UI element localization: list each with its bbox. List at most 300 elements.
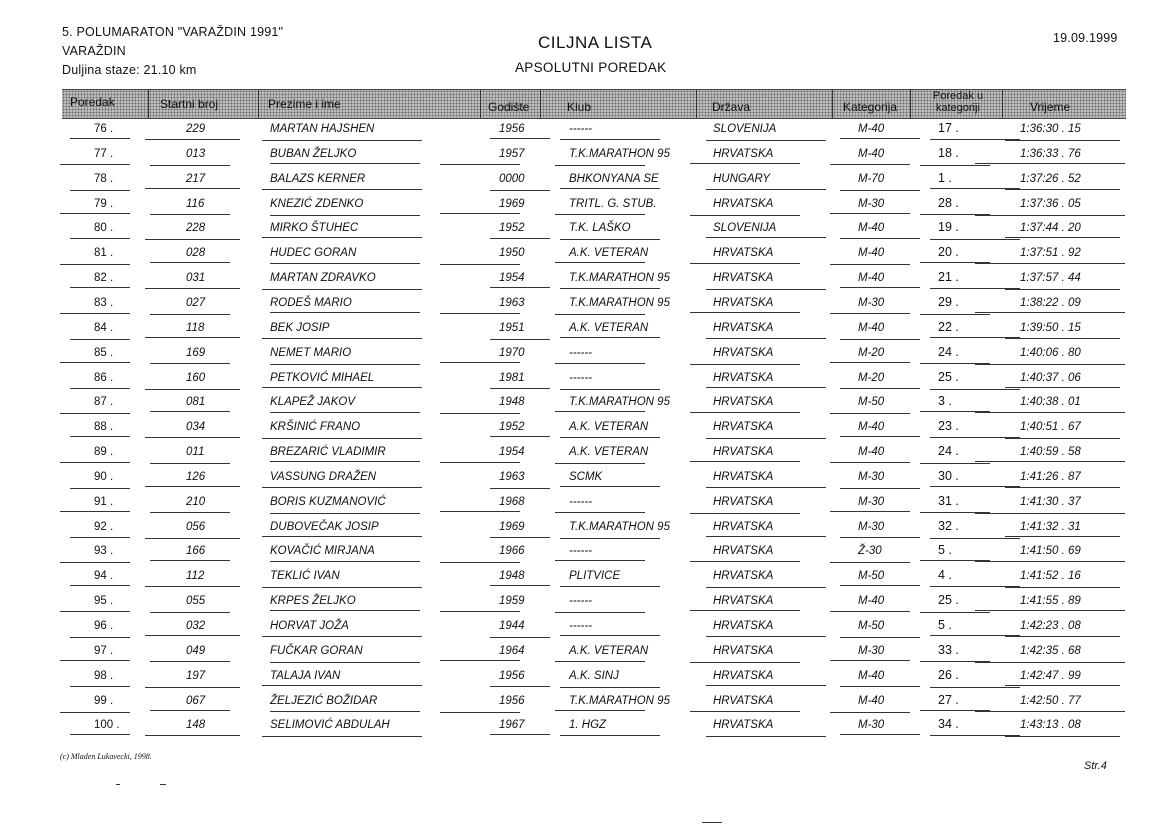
page-subtitle: APSOLUTNI POREDAK [515, 60, 667, 75]
row-rule [690, 662, 800, 663]
row-rule [60, 462, 130, 463]
page-title: CILJNA LISTA [538, 33, 653, 52]
name-cell: KLAPEŽ JAKOV [270, 396, 356, 409]
row-rule [555, 560, 645, 561]
row-rule [70, 537, 130, 538]
row-rule [706, 636, 826, 637]
time-cell: 1:40:51 . 67 [1020, 421, 1081, 434]
rank-cell: 85 . [94, 346, 114, 359]
row-rule [440, 213, 520, 214]
row-rule [1005, 636, 1120, 637]
category-cell: M-30 [858, 470, 885, 483]
row-rule [440, 362, 520, 363]
row-rule [150, 512, 230, 513]
col-name: Prezime i ime [268, 97, 341, 111]
bib-cell: 067 [186, 694, 206, 707]
row-rule [150, 560, 230, 561]
table-row [0, 194, 1170, 219]
row-rule [70, 238, 130, 239]
row-rule [975, 163, 1125, 164]
row-rule [70, 287, 130, 288]
category-rank-cell: 5 . [938, 543, 952, 558]
time-cell: 1:36:33 . 76 [1020, 147, 1081, 160]
row-rule [690, 412, 800, 413]
row-rule [150, 612, 230, 613]
row-rule [975, 215, 1125, 216]
row-rule [262, 636, 422, 637]
year-cell: 0000 [499, 172, 525, 185]
row-rule [70, 734, 130, 735]
row-rule [70, 488, 130, 489]
time-cell: 1:41:52 . 16 [1020, 570, 1081, 583]
country-cell: HRVATSKA [713, 694, 774, 707]
row-rule [145, 635, 240, 636]
country-cell: HRVATSKA [713, 620, 774, 632]
col-time: Vrijeme [1030, 100, 1071, 114]
name-cell: TEKLIĆ IVAN [270, 570, 340, 583]
row-rule [560, 538, 660, 539]
name-cell: PETKOVIĆ MIHAEL [270, 371, 375, 384]
rank-cell: 78 . [94, 172, 114, 185]
year-cell: 1969 [499, 520, 525, 533]
row-rule [60, 511, 130, 512]
table-row [0, 715, 1170, 740]
row-rule [262, 237, 422, 238]
category-cell: M-40 [858, 421, 885, 434]
bib-cell: 011 [186, 446, 205, 459]
club-cell: SCMK [569, 470, 603, 483]
year-cell: 1966 [499, 545, 525, 558]
row-rule [490, 287, 550, 288]
table-row [0, 392, 1170, 417]
row-rule [975, 364, 1125, 365]
bib-cell: 112 [186, 570, 205, 583]
country-cell: HRVATSKA [713, 470, 774, 483]
row-rule [270, 711, 420, 712]
row-rule [555, 165, 645, 166]
time-cell: 1:37:26 . 52 [1020, 172, 1081, 185]
row-rule [1005, 189, 1120, 190]
row-rule [1005, 587, 1120, 588]
time-cell: 1:37:44 . 20 [1020, 222, 1081, 235]
rank-cell: 94 . [94, 570, 114, 583]
row-rule [830, 362, 910, 363]
time-cell: 1:40:59 . 58 [1020, 446, 1081, 459]
row-rule [690, 163, 800, 164]
col-club: Klub [567, 100, 592, 114]
category-cell: M-40 [858, 595, 885, 608]
name-cell: MARTAN ZDRAVKO [270, 272, 376, 285]
row-rule [262, 289, 422, 290]
row-rule [840, 388, 920, 389]
page-mark [116, 784, 120, 785]
row-rule [262, 685, 422, 686]
club-cell: T.K.MARATHON 95 [569, 520, 670, 533]
row-rule [555, 463, 645, 464]
row-rule [70, 339, 130, 340]
category-rank-cell: 24 . [938, 344, 959, 359]
row-rule [690, 561, 800, 562]
row-rule [830, 511, 910, 512]
category-rank-cell: 23 . [938, 419, 959, 434]
country-cell: HRVATSKA [713, 346, 774, 359]
table-row [0, 492, 1170, 517]
row-rule [145, 687, 240, 688]
time-cell: 1:39:50 . 15 [1020, 321, 1081, 334]
row-rule [555, 612, 645, 613]
row-rule [270, 461, 420, 462]
row-rule [840, 190, 920, 191]
row-rule [145, 139, 240, 140]
row-rule [830, 264, 910, 265]
category-rank-cell: 5 . [938, 618, 952, 632]
table-row [0, 541, 1170, 566]
name-cell: KRŠINIĆ FRANO [270, 421, 361, 434]
country-cell: HRVATSKA [713, 247, 774, 260]
bib-cell: 118 [186, 321, 205, 334]
table-row [0, 318, 1170, 343]
row-rule [150, 314, 230, 315]
year-cell: 1967 [499, 719, 525, 732]
race-date: 19.09.1999 [1053, 31, 1118, 45]
row-rule [270, 513, 420, 514]
bib-cell: 126 [186, 470, 206, 483]
row-rule [690, 215, 800, 216]
row-rule [560, 389, 660, 390]
row-rule [150, 661, 230, 662]
table-row [0, 616, 1170, 641]
category-cell: M-30 [858, 197, 885, 210]
col-country: Država [712, 100, 751, 114]
rank-cell: 91 . [94, 495, 114, 508]
row-rule [930, 389, 1020, 390]
course-distance: Duljina staze: 21.10 km [62, 63, 197, 77]
row-rule [560, 239, 660, 240]
category-rank-cell: 24 . [938, 444, 959, 459]
row-rule [262, 140, 422, 141]
table-row [0, 169, 1170, 194]
time-cell: 1:40:37 . 06 [1020, 371, 1081, 384]
club-cell: PLITVICE [569, 570, 621, 583]
row-rule [830, 611, 910, 612]
year-cell: 1944 [499, 620, 525, 632]
row-rule [555, 314, 645, 315]
row-rule [270, 312, 420, 313]
name-cell: ŽELJEZIĆ BOŽIDAR [270, 694, 378, 707]
time-cell: 1:37:36 . 05 [1020, 197, 1081, 210]
table-row [0, 641, 1170, 666]
row-rule [975, 711, 1125, 712]
name-cell: NEMET MARIO [270, 346, 352, 359]
year-cell: 1969 [499, 197, 525, 210]
rank-cell: 86 . [94, 371, 114, 384]
row-rule [262, 587, 422, 588]
row-rule [560, 188, 660, 189]
rank-cell: 84 . [94, 321, 114, 334]
category-rank-cell: 28 . [938, 195, 959, 210]
country-cell: HRVATSKA [713, 520, 774, 533]
row-rule [690, 610, 800, 611]
category-cell: M-30 [858, 719, 885, 732]
name-cell: BREZARIĆ VLADIMIR [270, 446, 386, 459]
row-rule [830, 462, 910, 463]
category-cell: M-40 [858, 123, 885, 135]
row-rule [70, 436, 130, 437]
col-bib: Startni broj [160, 97, 219, 111]
row-rule [150, 411, 230, 412]
club-cell: A.K. SINJ [569, 669, 619, 682]
row-rule [975, 263, 1125, 264]
row-rule [840, 339, 920, 340]
table-header [62, 89, 1126, 119]
row-rule [490, 686, 550, 687]
rank-cell: 92 . [94, 520, 114, 533]
category-cell: M-50 [858, 570, 885, 583]
club-cell: ------ [569, 545, 592, 558]
rank-cell: 80 . [94, 222, 114, 235]
table-row [0, 566, 1170, 591]
row-rule [920, 612, 990, 613]
row-rule [706, 736, 826, 737]
bib-cell: 229 [186, 123, 206, 135]
year-cell: 1968 [499, 495, 525, 508]
row-rule [490, 339, 550, 340]
page-mark [160, 784, 166, 785]
row-rule [490, 537, 550, 538]
bib-cell: 031 [186, 272, 206, 285]
row-rule [270, 364, 420, 365]
category-rank-cell: 29 . [938, 294, 959, 309]
row-rule [840, 734, 920, 735]
row-rule [560, 139, 660, 140]
row-rule [60, 413, 130, 414]
category-cell: M-40 [858, 147, 885, 160]
row-rule [262, 487, 422, 488]
time-cell: 1:42:35 . 68 [1020, 644, 1081, 657]
row-rule [690, 513, 800, 514]
row-rule [560, 735, 660, 736]
row-rule [975, 312, 1125, 313]
table-row [0, 243, 1170, 268]
row-rule [690, 312, 800, 313]
category-cell: M-20 [858, 371, 885, 384]
year-cell: 1956 [499, 669, 525, 682]
row-rule [60, 660, 130, 661]
row-rule [555, 262, 645, 263]
country-cell: HRVATSKA [713, 272, 774, 285]
time-cell: 1:42:50 . 77 [1020, 694, 1081, 707]
time-cell: 1:41:32 . 31 [1020, 520, 1081, 533]
col-rank: Poredak [70, 95, 115, 109]
category-rank-cell: 30 . [938, 468, 959, 483]
time-cell: 1:43:13 . 08 [1020, 719, 1081, 732]
row-rule [440, 660, 520, 661]
row-rule [975, 412, 1125, 413]
row-rule [60, 611, 130, 612]
row-rule [555, 512, 645, 513]
row-rule [975, 461, 1125, 462]
row-rule [560, 337, 660, 338]
row-rule [840, 287, 920, 288]
bib-cell: 055 [186, 595, 206, 608]
row-rule [262, 438, 422, 439]
bib-cell: 228 [186, 222, 206, 235]
row-rule [490, 734, 550, 735]
bib-cell: 034 [186, 421, 206, 434]
row-rule [145, 389, 240, 390]
country-cell: HRVATSKA [713, 446, 774, 459]
club-cell: ------ [569, 346, 592, 359]
copyright-note: (c) Mladen Lukavecki, 1998. [60, 752, 152, 761]
country-cell: HRVATSKA [713, 371, 774, 384]
time-cell: 1:36:30 . 15 [1020, 123, 1081, 135]
year-cell: 1951 [499, 321, 525, 334]
row-rule [560, 687, 660, 688]
page-number: Str.4 [1084, 760, 1107, 772]
category-rank-cell: 22 . [938, 319, 959, 334]
row-rule [262, 338, 422, 339]
time-cell: 1:38:22 . 09 [1020, 296, 1081, 309]
bib-cell: 160 [186, 371, 206, 384]
bib-cell: 027 [186, 296, 206, 309]
table-row [0, 666, 1170, 691]
row-rule [490, 388, 550, 389]
year-cell: 1963 [499, 470, 525, 483]
row-rule [1005, 140, 1120, 141]
row-rule [270, 215, 420, 216]
row-rule [555, 710, 645, 711]
name-cell: BORIS KUZMANOVIĆ [270, 495, 386, 508]
row-rule [262, 387, 422, 388]
row-rule [920, 314, 990, 315]
row-rule [440, 462, 520, 463]
bib-cell: 013 [186, 147, 206, 160]
row-rule [706, 189, 826, 190]
row-rule [840, 637, 920, 638]
year-cell: 1948 [499, 570, 525, 583]
club-cell: ------ [569, 371, 592, 384]
rank-cell: 83 . [94, 296, 114, 309]
row-rule [490, 138, 550, 139]
rank-cell: 90 . [94, 470, 114, 483]
category-rank-cell: 32 . [938, 518, 959, 533]
rank-cell: 89 . [94, 446, 114, 459]
row-rule [560, 486, 660, 487]
name-cell: RODEŠ MARIO [270, 296, 352, 309]
category-rank-cell: 17 . [938, 121, 959, 135]
row-rule [70, 637, 130, 638]
rank-cell: 87 . [94, 396, 114, 409]
row-rule [145, 735, 240, 736]
bib-cell: 166 [186, 545, 206, 558]
time-cell: 1:42:47 . 99 [1020, 669, 1081, 682]
row-rule [145, 486, 240, 487]
row-rule [145, 538, 240, 539]
row-rule [440, 264, 520, 265]
row-rule [690, 364, 800, 365]
rank-cell: 81 . [94, 247, 114, 260]
year-cell: 1959 [499, 595, 525, 608]
row-rule [1005, 487, 1120, 488]
row-rule [262, 736, 422, 737]
category-cell: Ž-30 [858, 545, 882, 558]
category-cell: M-70 [858, 172, 885, 185]
category-rank-cell: 19 . [938, 220, 959, 235]
row-rule [1005, 338, 1120, 339]
row-rule [920, 463, 990, 464]
table-row [0, 293, 1170, 318]
col-category: Kategorija [843, 100, 898, 114]
time-cell: 1:41:26 . 87 [1020, 470, 1081, 483]
row-rule [70, 138, 130, 139]
row-rule [920, 165, 990, 166]
category-rank-cell: 25 . [938, 593, 959, 608]
row-rule [440, 562, 520, 563]
rank-cell: 93 . [94, 545, 114, 558]
name-cell: BEK JOSIP [270, 321, 330, 334]
row-rule [706, 237, 826, 238]
bib-cell: 028 [186, 247, 206, 260]
row-rule [555, 363, 645, 364]
category-rank-cell: 25 . [938, 369, 959, 384]
year-cell: 1948 [499, 396, 525, 409]
country-cell: HRVATSKA [713, 570, 774, 583]
row-rule [975, 662, 1125, 663]
category-rank-cell: 27 . [938, 692, 959, 707]
country-cell: SLOVENIJA [713, 123, 777, 135]
table-row [0, 691, 1170, 716]
country-cell: HRVATSKA [713, 495, 774, 508]
row-rule [975, 561, 1125, 562]
row-rule [440, 712, 520, 713]
row-rule [930, 687, 1020, 688]
row-rule [270, 412, 420, 413]
table-row [0, 368, 1170, 393]
event-name: 5. POLUMARATON "VARAŽDIN 1991" [62, 25, 284, 39]
bib-cell: 210 [186, 495, 206, 508]
row-rule [555, 661, 645, 662]
year-cell: 1952 [499, 421, 525, 434]
rank-cell: 79 . [94, 197, 114, 210]
bib-cell: 049 [186, 644, 206, 657]
row-rule [60, 712, 130, 713]
year-cell: 1956 [499, 694, 525, 707]
row-rule [145, 188, 240, 189]
table-row [0, 144, 1170, 169]
row-rule [830, 562, 910, 563]
category-rank-cell: 18 . [938, 145, 959, 160]
row-rule [975, 610, 1125, 611]
row-rule [270, 163, 420, 164]
row-rule [1005, 438, 1120, 439]
row-rule [270, 561, 420, 562]
row-rule [150, 363, 230, 364]
name-cell: BUBAN ŽELJKO [270, 147, 357, 160]
row-rule [490, 488, 550, 489]
year-cell: 1957 [499, 147, 525, 160]
table-row [0, 517, 1170, 542]
table-row [0, 417, 1170, 442]
row-rule [1005, 685, 1120, 686]
category-rank-cell: 34 . [938, 717, 959, 732]
row-rule [830, 660, 910, 661]
row-rule [490, 238, 550, 239]
row-rule [70, 388, 130, 389]
row-rule [690, 461, 800, 462]
time-cell: 1:41:50 . 69 [1020, 545, 1081, 558]
year-cell: 1981 [499, 371, 525, 384]
category-rank-cell: 3 . [938, 394, 952, 409]
